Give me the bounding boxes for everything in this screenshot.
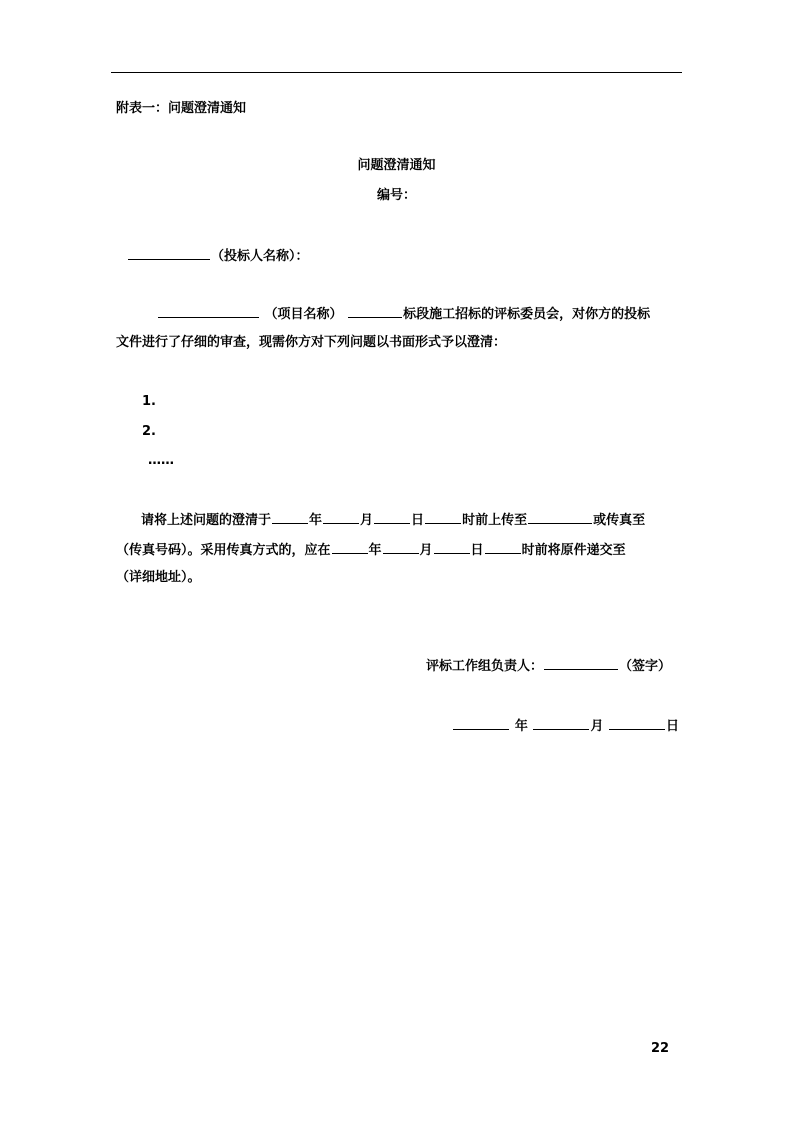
original-hour-blank bbox=[485, 540, 521, 554]
project-name-blank bbox=[158, 304, 259, 318]
signature-note: （签字） bbox=[618, 659, 671, 674]
notice-title: 问题澄清通知 bbox=[357, 158, 436, 173]
date-day-label: 日 bbox=[665, 719, 679, 734]
header-rule bbox=[111, 72, 682, 73]
para2-l1-a: 请将上述问题的澄清于 bbox=[141, 513, 272, 528]
date-year-blank bbox=[453, 716, 509, 730]
para1-line1 bbox=[157, 304, 650, 324]
para2-l1-year: 年 bbox=[309, 513, 323, 528]
para2-l2-year: 年 bbox=[368, 543, 382, 558]
bidder-name-blank bbox=[128, 246, 210, 260]
signature-blank bbox=[544, 656, 618, 670]
para1-line1-rest: 标段施工招标的评标委员会，对你方的投标 bbox=[403, 307, 651, 322]
appendix-title: 附表一：问题澄清通知 bbox=[116, 101, 247, 116]
para1-line2: 文件进行了仔细的审查，现需你方对下列问题以书面形式予以澄清： bbox=[116, 335, 507, 350]
reply-month-blank bbox=[323, 510, 359, 524]
addressee-suffix: （投标人名称）： bbox=[211, 249, 309, 264]
para2-l2-a: （传真号码）。采用传真方式的，应在 bbox=[116, 543, 331, 558]
original-year-blank bbox=[332, 540, 368, 554]
para2-l1-month: 月 bbox=[360, 513, 374, 528]
para2-l1-day: 日 bbox=[411, 513, 425, 528]
list-item-2: 2. bbox=[142, 424, 156, 439]
para2-line1 bbox=[141, 510, 645, 530]
para2-l1-c: 或传真至 bbox=[593, 513, 646, 528]
notice-number-label: 编号： bbox=[376, 188, 416, 203]
date-day-blank bbox=[609, 716, 665, 730]
date-month-label: 月 bbox=[590, 719, 604, 734]
para2-l1-b: 时前上传至 bbox=[462, 513, 528, 528]
para2-l2-month: 月 bbox=[419, 543, 433, 558]
date-year-label: 年 bbox=[514, 719, 528, 734]
page-number: 22 bbox=[651, 1041, 670, 1056]
date-line bbox=[111, 716, 679, 736]
upload-target-blank bbox=[528, 510, 592, 524]
reply-hour-blank bbox=[425, 510, 461, 524]
signature-line bbox=[111, 656, 671, 676]
section-blank bbox=[348, 304, 402, 318]
list-item-1: 1. bbox=[142, 394, 156, 409]
reply-day-blank bbox=[374, 510, 410, 524]
para2-line2 bbox=[116, 540, 626, 560]
para2-line3: （详细地址）。 bbox=[116, 570, 201, 585]
original-month-blank bbox=[383, 540, 419, 554]
list-item-ellipsis: …… bbox=[148, 453, 174, 468]
original-day-blank bbox=[434, 540, 470, 554]
date-month-blank bbox=[533, 716, 589, 730]
project-label: （项目名称） bbox=[264, 307, 343, 322]
signature-label: 评标工作组负责人： bbox=[425, 659, 543, 674]
para2-l2-b: 时前将原件递交至 bbox=[521, 543, 626, 558]
addressee-line bbox=[127, 246, 309, 266]
reply-year-blank bbox=[272, 510, 308, 524]
para2-l2-day: 日 bbox=[470, 543, 484, 558]
